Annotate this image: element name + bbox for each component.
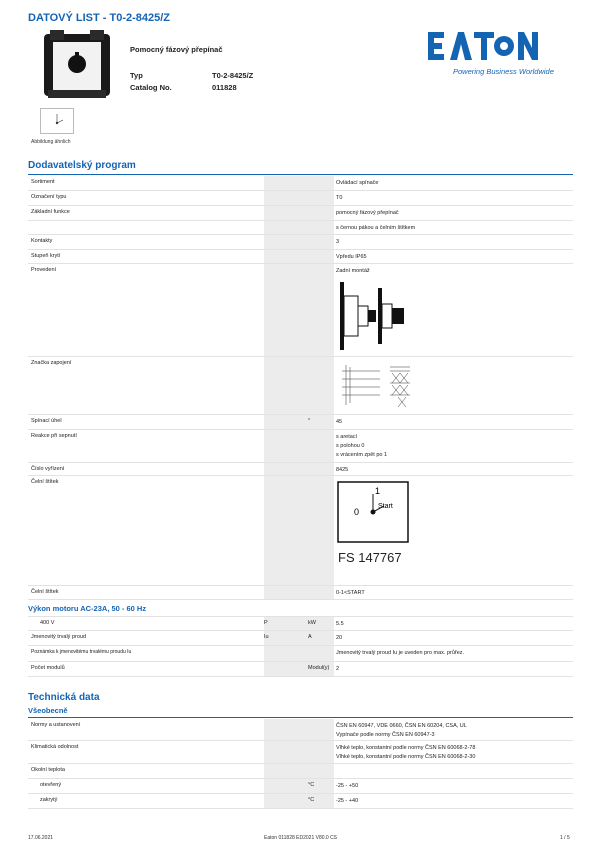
svg-text:1: 1 [375,486,381,496]
table-row: Normy a ustanovení ČSN EN 60947, VDE 0660, ČSN EN 60204, CSA, UL Vypínače podle normy ČSN EN 60947-3 [28,719,573,741]
table-row: Jmenovitý trvalý proud Iu A 20 [28,631,573,646]
table-row: Poznámka k jmenovitému trvalému proudu Iu Jmenovitý trvalý proud Iu je uveden pro max. průřez. [28,646,573,662]
front-plate-thumbnail [40,108,74,134]
catalog-value: 011828 [212,83,237,92]
table-row: 400 V P kW 5.5 [28,616,573,631]
section-heading-supplier: Dodavatelský program [28,160,136,171]
typ-label: Typ [130,71,143,80]
table-row: Okolní teplota [28,764,573,779]
typ-value: T0-2-8425/Z [212,71,254,80]
svg-text:Start: Start [378,503,393,510]
table-row: Stupeň krytí Vpředu IP65 [28,250,573,264]
table-row: zakrytý °C -25 - +40 [28,794,573,809]
table-row: Označení typu T0 [28,191,573,206]
mounting-drawing [338,280,418,352]
table-row: Klimatická odolnost Vlhké teplo, konstantní podle normy ČSN EN 60068-2-78 Vlhké teplo, konstantní podle normy ČSN EN 60068-2-30 [28,741,573,764]
table-row-front-plate: Čelní štítek 0 1 Start FS 147767 [28,476,573,586]
wiring-label: Značka zapojení [31,360,72,366]
svg-text:0: 0 [354,507,360,517]
image-caption: Abbildung ähnlich [31,139,71,145]
type-labels [130,70,172,94]
product-image [40,28,114,102]
table-row: Kontakty 3 [28,235,573,250]
table-row: otevřený °C -25 - +50 [28,779,573,794]
table-row: Základní funkce pomocný fázový přepínač [28,206,573,221]
section-divider [28,174,573,175]
footer-doc: Eaton 011828 ED2021 V80.0 CS [264,835,338,841]
page-title: DATOVÝ LIST - T0-2-8425/Z [28,12,171,24]
brand-tagline: Powering Business Worldwide [453,67,554,76]
catalog-label: Catalog No. [130,83,172,92]
table-row: s černou pákou a čelním štítkem [28,221,573,235]
table-row: Čelní štítek 0-1<START [28,586,573,600]
footer-date: 17.06.2021 [28,835,54,841]
table-row-wiring [28,357,573,415]
wiring-diagram [340,359,412,411]
subheading-general: Všeobecně [28,706,68,715]
table-row: Počet modulů Modul(y) 2 [28,662,573,677]
table-row-mounting: Provedení Zadní montáž [28,264,573,357]
table-row: Reakce při sepnutí s aretací s polohou 0 s vrácením zpět po 1 [28,430,573,463]
footer-page: 1 / 5 [560,835,570,841]
table-row: Číslo vyřízení 8425 [28,463,573,476]
front-plate-drawing [336,480,410,544]
table-row: Spínací úhel ° 45 [28,415,573,430]
front-plate-code: FS 147767 [338,550,402,565]
section-heading-technical: Technická data [28,692,100,703]
table-row: Sortiment Ovládací spínače [28,176,573,191]
section-divider [28,717,573,718]
product-name: Pomocný fázový přepínač [130,45,223,54]
type-values [212,70,253,94]
motor-heading: Výkon motoru AC-23A, 50 - 60 Hz [28,604,147,613]
eaton-logo [428,30,538,66]
